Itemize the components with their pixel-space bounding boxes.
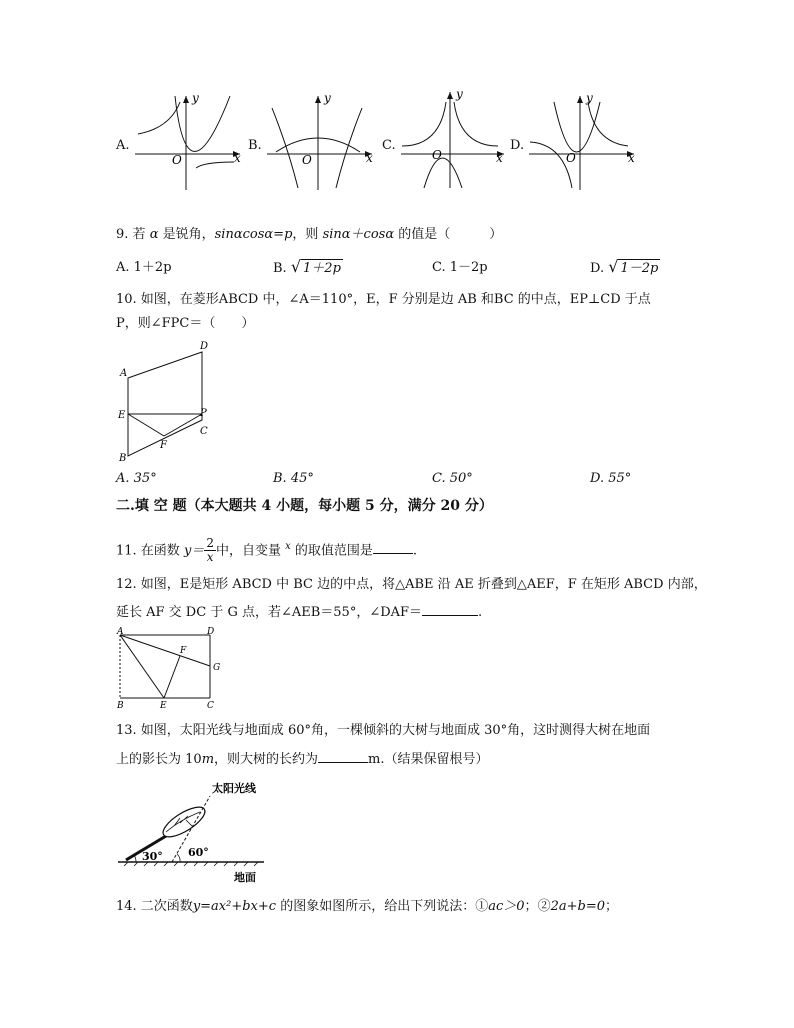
q11-prefix: 11. 在函数 <box>116 543 180 559</box>
q10-rhombus-figure <box>116 338 216 463</box>
q11-answer-blank[interactable] <box>373 541 413 554</box>
q8-b-origin: O <box>302 153 312 167</box>
q13-line1: 13. 如图，太阳光线与地面成 60°角，一棵倾斜的大树与地面成 30°角，这时测得大树在地面 <box>116 723 651 738</box>
q14-claim1-marker: ① <box>475 899 489 914</box>
q9-expr: sinαcosα=p <box>214 227 293 242</box>
q9-stem-d: 的值是（ ） <box>398 227 503 242</box>
q13-answer-blank[interactable] <box>318 750 368 763</box>
q10-line1: 10. 如图，在菱形ABCD 中，∠A＝110°，E，F 分别是边 AB 和BC 的中点，EP⊥CD 于点 <box>116 292 651 307</box>
q14-claim2-marker: ② <box>537 899 551 914</box>
q11-fraction <box>204 537 216 564</box>
q8-c-axis-x: x <box>496 151 503 165</box>
q8-c-origin: O <box>432 148 442 162</box>
q8-graph-d <box>524 92 644 192</box>
q9-option-c: C. 1－2p <box>432 260 488 275</box>
q12-label-a: A <box>117 627 124 637</box>
q11-fraction-den: x <box>206 550 214 565</box>
q10-option-b: B. 45° <box>273 471 314 486</box>
q14-func: y=ax²+bx+c <box>192 899 277 914</box>
q12-line1: 12. 如图，E是矩形 ABCD 中 BC 边的中点，将△ABE 沿 AE 折叠到△AEF，F 在矩形 ABCD 内部， <box>116 577 707 592</box>
q8-b-axis-y: y <box>324 91 331 105</box>
q13-line2 <box>116 750 489 769</box>
q9-expr2: sinα＋cosα <box>322 227 395 242</box>
q12-label-f: F <box>180 646 187 656</box>
q9-number: 9. <box>116 227 129 242</box>
q13-tree-figure <box>114 778 274 883</box>
q14-stem <box>116 898 618 916</box>
q8-d-origin: O <box>566 151 576 165</box>
q8-graph-a <box>130 92 250 192</box>
q10-label-e: E <box>118 410 126 421</box>
q9-stem-b: 是锐角， <box>162 227 215 242</box>
q8-a-origin: O <box>172 153 182 167</box>
q8-d-axis-y: y <box>586 91 593 105</box>
q8-a-axis-x: x <box>234 151 241 165</box>
q10-label-d: D <box>200 341 209 352</box>
q13-sun-label: 太阳光线 <box>212 782 256 795</box>
q9-stem <box>116 226 502 244</box>
q14-mid: 的图象如图所示，给出下列说法： <box>280 899 476 914</box>
q9-option-d: D. √ 1－2p <box>590 257 659 276</box>
q11-var: x <box>285 541 291 552</box>
q13-line2m: m <box>201 752 215 767</box>
q13-ground-label: 地面 <box>234 871 256 884</box>
q12-answer-blank[interactable] <box>422 603 478 616</box>
q9-option-b-label: B. <box>273 261 287 276</box>
q10-option-c: C. 50° <box>432 471 473 486</box>
q9-stem-c: ，则 <box>292 227 319 242</box>
q12-label-d: D <box>207 627 215 637</box>
q10-label-c: C <box>200 426 208 437</box>
q10-label-b: B <box>119 453 127 464</box>
q8-graph-b <box>262 92 382 192</box>
q8-option-a-label: A. <box>116 138 130 153</box>
q8-d-axis-x: x <box>628 151 635 165</box>
q11-fraction-num: 2 <box>206 536 214 551</box>
q13-line2a: 上的影长为 10 <box>116 752 202 767</box>
q13-angle-30: 30° <box>142 850 163 863</box>
q10-option-d: D. 55° <box>590 471 632 486</box>
q10-label-a: A <box>120 368 128 379</box>
q14-sep: ； <box>524 899 538 914</box>
q9-option-a: A. 1＋2p <box>116 260 172 275</box>
q14-claim1: ac＞0 <box>488 899 525 914</box>
q12-line2-wrap: 延长 AF 交 DC 于 G 点，若∠AEB＝55°，∠DAF＝ . <box>116 605 483 620</box>
q11-stem: 11. 在函数 y＝ $\frac{2}{x}$ 中，自变量 $^x$ 的取值范围是 . <box>116 536 418 565</box>
q12-label-e: E <box>160 701 167 711</box>
q8-b-axis-x: x <box>366 151 373 165</box>
q9-stem-a: 若 <box>132 227 146 242</box>
q9-option-d-radicand: 1－2p <box>620 261 659 276</box>
q11-suffix: 中，自变量 <box>215 543 281 559</box>
q14-prefix: 14. 二次函数 <box>116 899 193 914</box>
q8-option-c-label: C. <box>382 138 396 153</box>
q12-label-c: C <box>207 701 214 711</box>
q10-label-p: P <box>200 408 207 419</box>
q8-c-axis-y: y <box>456 87 463 101</box>
q8-graph-c <box>396 88 516 188</box>
q14-end: ； <box>604 899 618 914</box>
q12-line2: 延长 AF 交 DC 于 G 点，若∠AEB＝55°，∠DAF＝ <box>116 605 423 620</box>
q13-line2c: m.（结果保留根号） <box>368 752 489 767</box>
q12-label-b: B <box>117 701 124 711</box>
q9-option-b-radicand: 1＋2p <box>303 261 341 276</box>
q14-claim2: 2a+b=0 <box>550 899 605 914</box>
q11-suffix2: 的取值范围是 <box>294 543 373 559</box>
q10-option-a: A. 35° <box>116 471 157 486</box>
q8-option-b-label: B. <box>248 138 262 153</box>
section-heading: 二.填 空 题（本大题共 4 小题，每小题 5 分，满分 20 分） <box>116 498 493 514</box>
q13-angle-60: 60° <box>188 846 209 859</box>
q8-option-d-label: D. <box>510 138 525 153</box>
q10-line2: P，则∠FPC＝（ ） <box>116 316 255 331</box>
q12-label-g: G <box>213 663 221 673</box>
q11-y: y＝ <box>183 543 205 559</box>
q8-a-axis-y: y <box>192 91 199 105</box>
q12-rectangle-figure <box>114 626 224 711</box>
q9-alpha: α <box>149 227 159 242</box>
q10-label-f: F <box>160 440 167 451</box>
q9-option-d-label: D. <box>590 261 605 276</box>
q9-option-b: B. √ 1＋2p <box>273 257 341 276</box>
q13-line2b: ，则大树的长约为 <box>214 752 319 767</box>
